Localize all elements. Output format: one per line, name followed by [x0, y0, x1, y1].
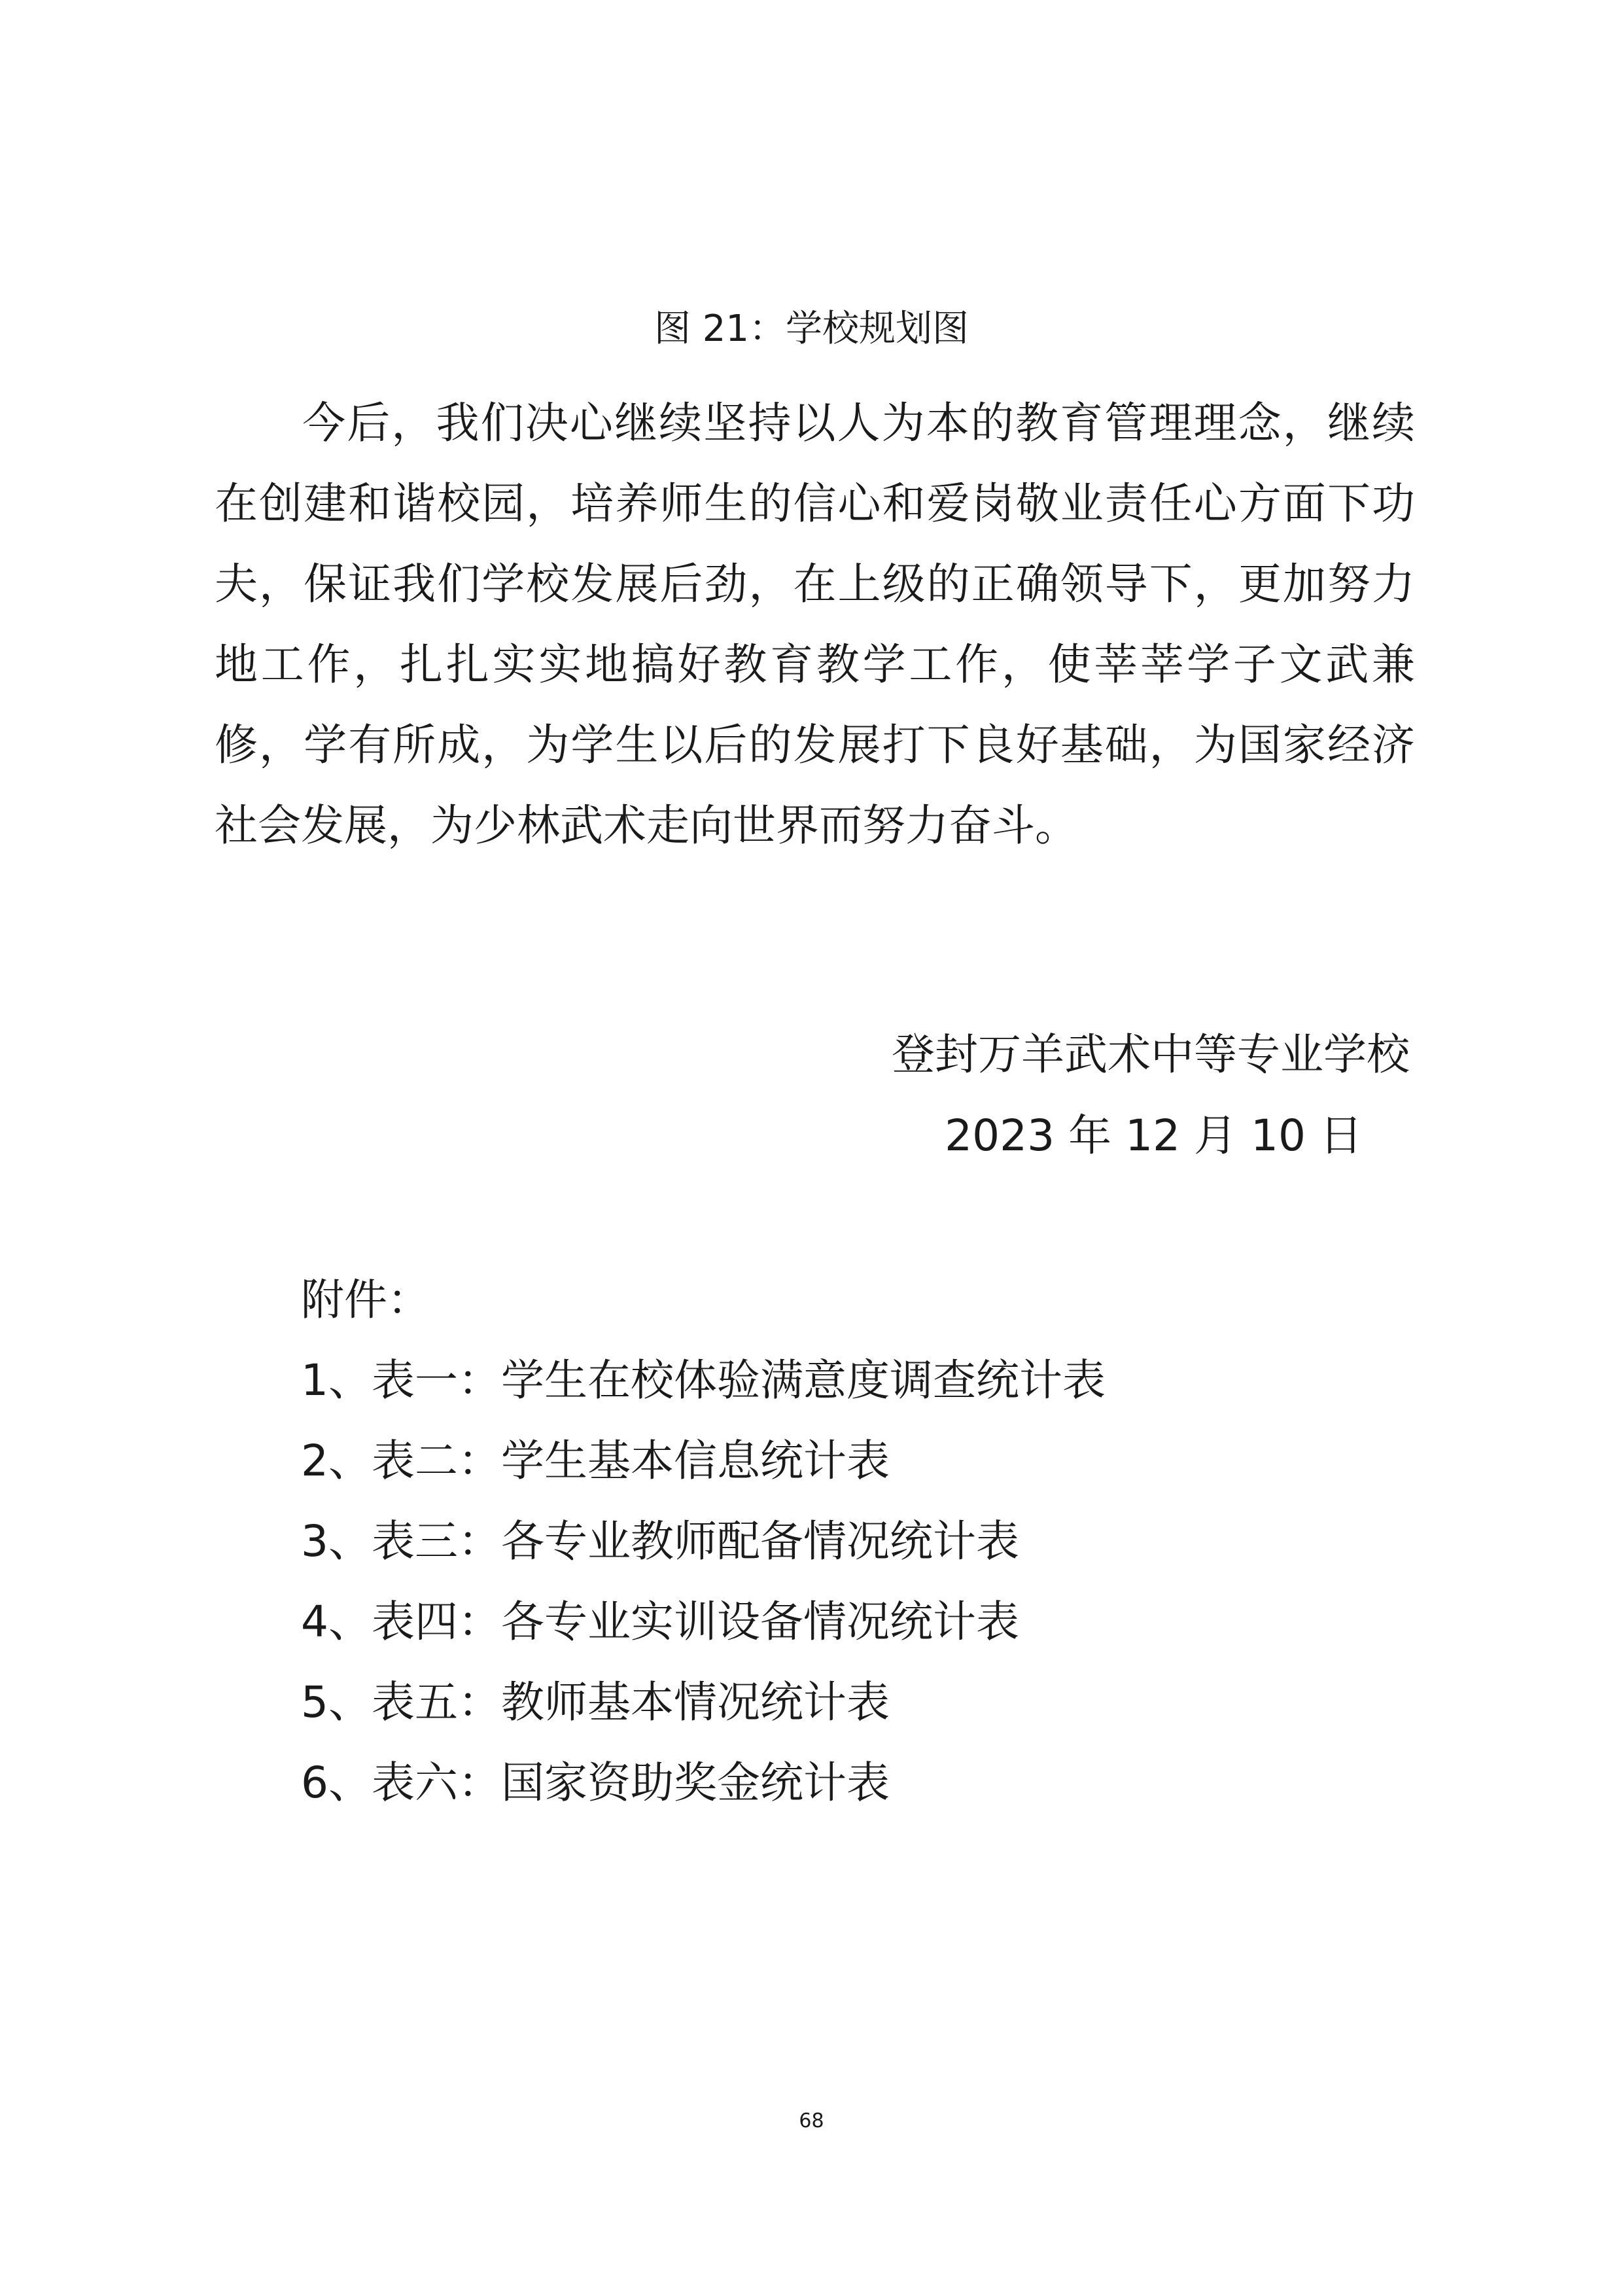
- attachments-list: [301, 1340, 1413, 1823]
- signature-date: 2023 年 12 月 10 日: [945, 1110, 1363, 1161]
- attachment-item: 2、表二：学生基本信息统计表: [301, 1436, 890, 1486]
- figure-caption: 图 21：学校规划图: [654, 308, 969, 350]
- attachment-item: 5、表五：教师基本情况统计表: [301, 1677, 890, 1727]
- attachment-item: 4、表四：各专业实训设备情况统计表: [301, 1597, 1019, 1647]
- page-number: 68: [799, 2110, 824, 2132]
- signature-block: [720, 1014, 1410, 1176]
- signature-school: 登封万羊武术中等专业学校: [892, 1029, 1410, 1080]
- attachments-section: [301, 1260, 1413, 1823]
- closing-paragraph-text: 今后，我们决心继续坚持以人为本的教育管理理念，继续在创建和谐校园，培养师生的信心和爱岗敬业责任心方面下功夫，保证我们学校发展后劲，在上级的正确领导下，更加努力地工作，扎扎实实地搞好教育教学工作，使莘莘学子文武兼修，学有所成，为学生以后的发展打下良好基础，为国家经济社会发展，为少林武术走向世界而努力奋斗。: [215, 398, 1415, 851]
- attachment-item: 1、表一：学生在校体验满意度调查统计表: [301, 1355, 1106, 1405]
- attachment-item: 6、表六：国家资助奖金统计表: [301, 1757, 890, 1808]
- closing-paragraph: [215, 383, 1415, 866]
- attachments-heading: 附件：: [301, 1275, 430, 1325]
- attachment-item: 3、表三：各专业教师配备情况统计表: [301, 1516, 1019, 1566]
